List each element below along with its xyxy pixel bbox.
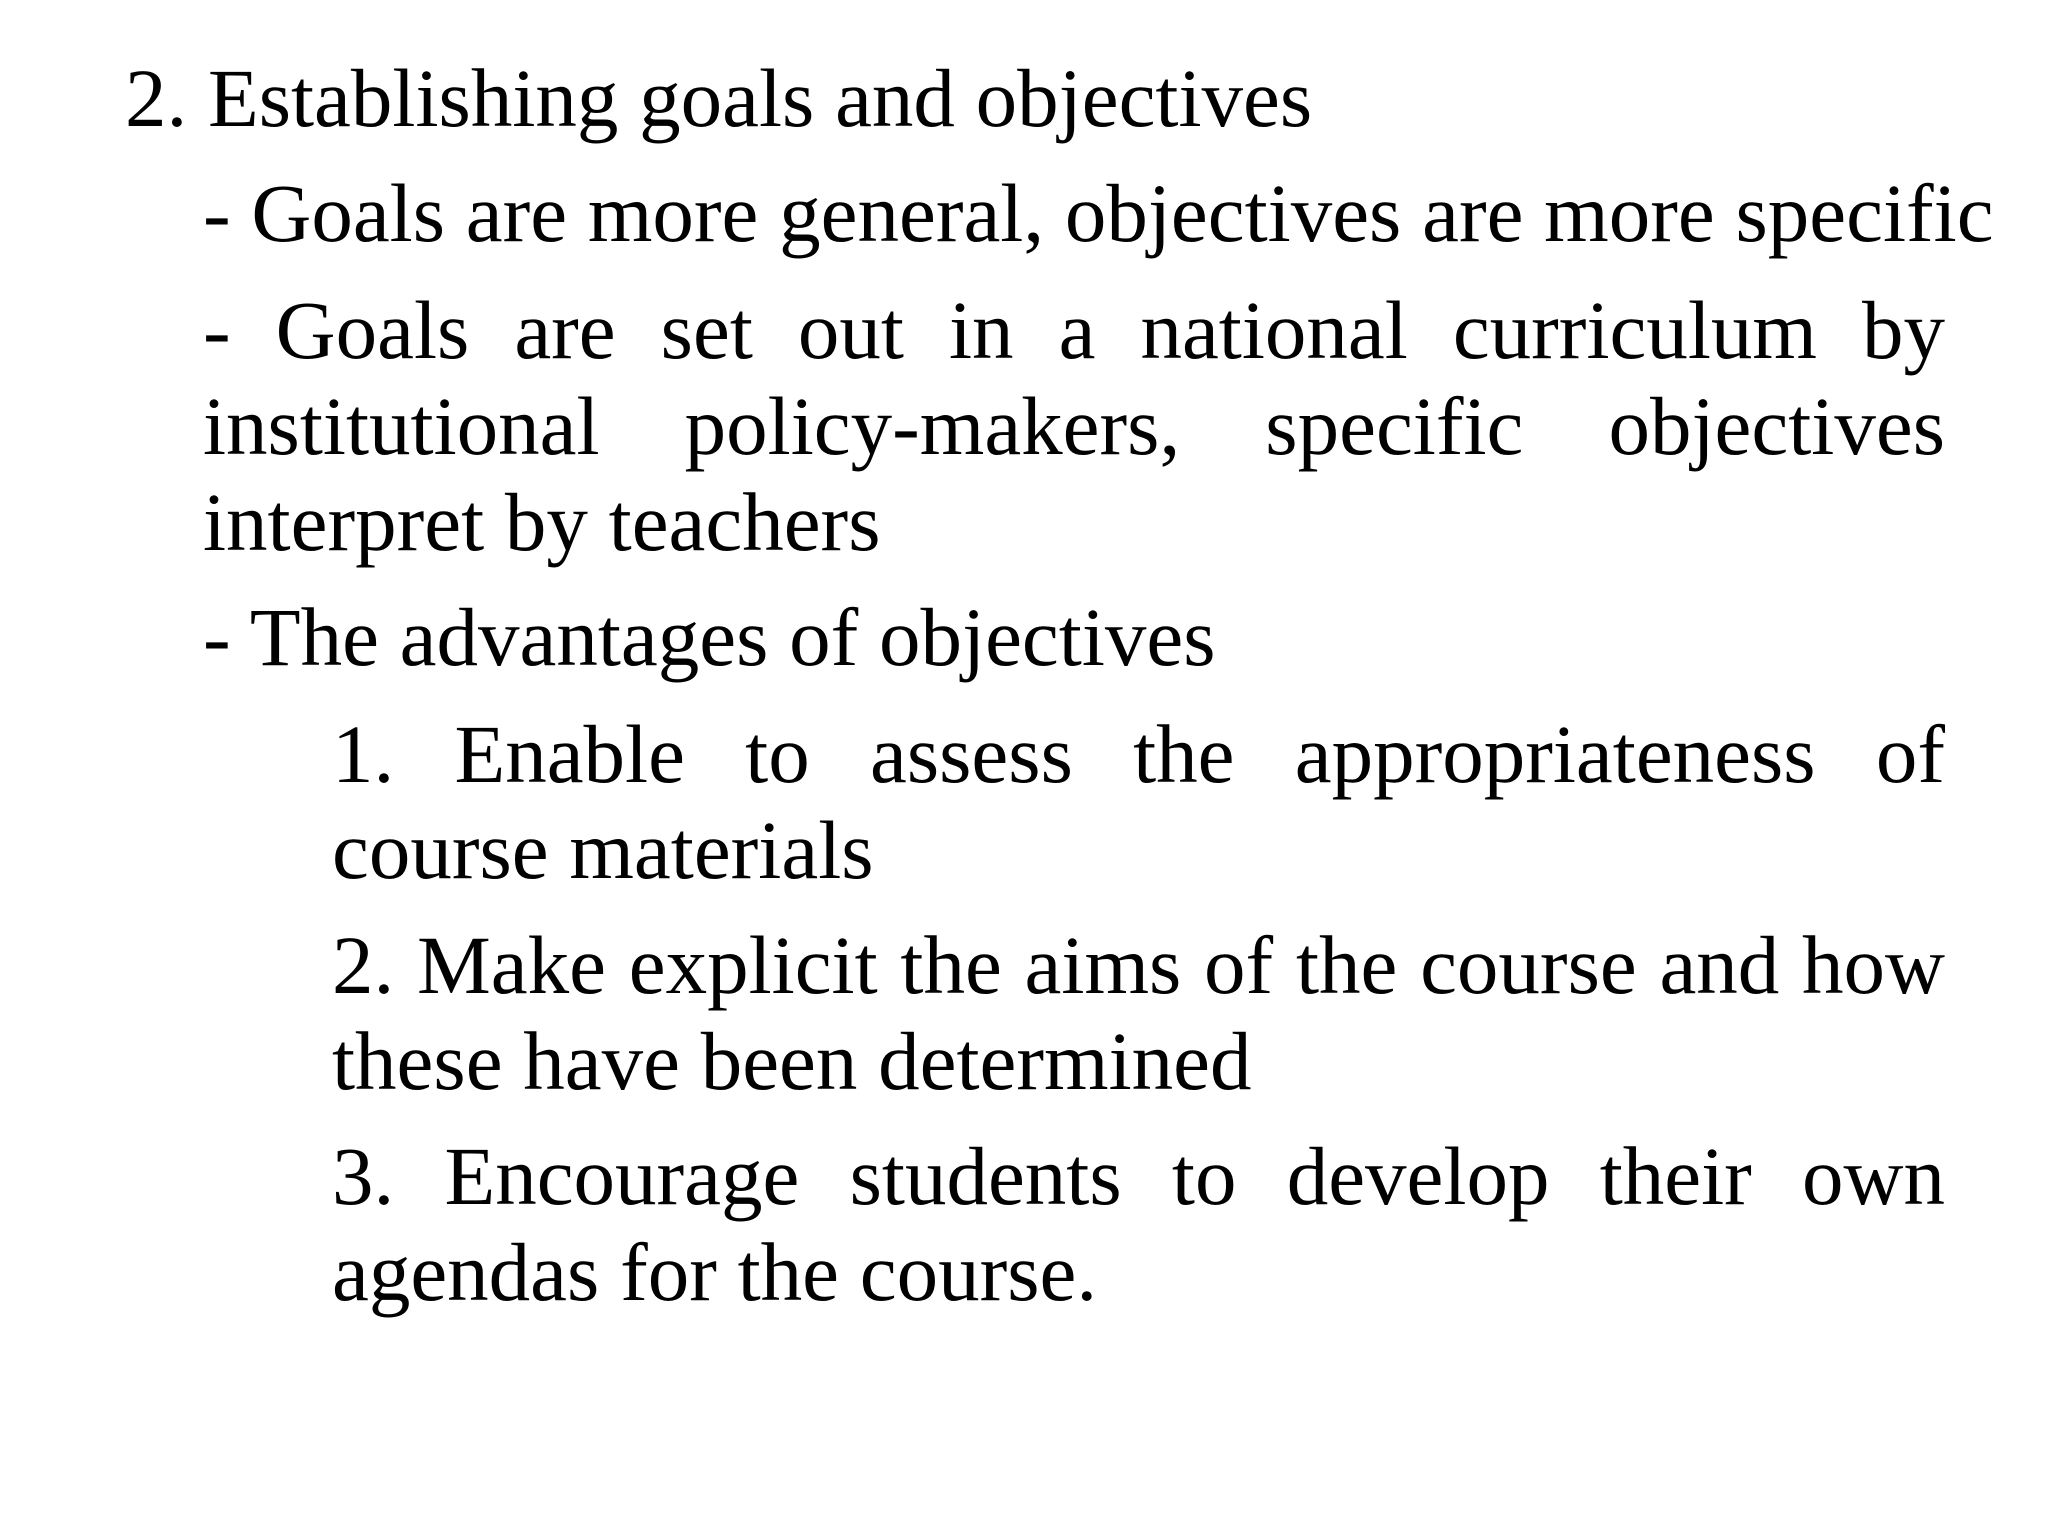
- advantage-item-1: 1. Enable to assess the appropriateness of course materials: [332, 708, 1945, 896]
- advantage-item-3: 3. Encourage students to develop their own agendas for the course.: [332, 1130, 1945, 1318]
- section-heading: 2. Establishing goals and objectives: [125, 52, 1313, 144]
- bullet-goals-vs-objectives: - Goals are more general, objectives are more specific: [203, 167, 1994, 259]
- advantage-item-2: 2. Make explicit the aims of the course and how these have been determined: [332, 919, 1945, 1107]
- bullet-goals-set-out: - Goals are set out in a national curriculum by institutional policy-makers, specific objectives interpret by teachers: [203, 284, 1945, 568]
- bullet-advantages-heading: - The advantages of objectives: [203, 591, 1216, 683]
